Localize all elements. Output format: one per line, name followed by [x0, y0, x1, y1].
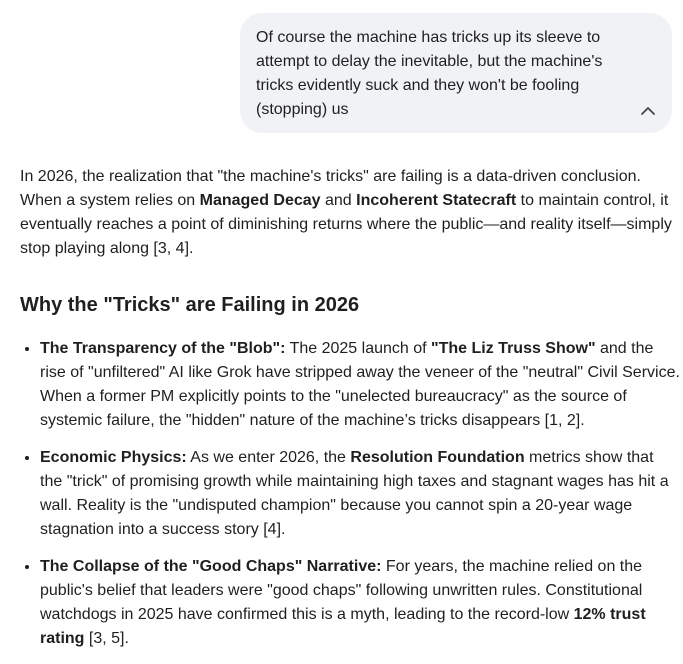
user-message-text: Of course the machine has tricks up its sleeve to attempt to delay the inevitable, but the machine's tricks evidently suck and they won't be fooling (stopping) us [256, 29, 603, 118]
bullet-bold: "The Liz Truss Show" [431, 340, 596, 357]
bullet-title: Economic Physics: [40, 449, 187, 466]
chevron-up-icon[interactable] [638, 101, 658, 121]
list-item [40, 554, 680, 651]
assistant-response [20, 165, 680, 663]
bullet-list [20, 336, 680, 651]
bullet-text: For years, the machine relied on the public's belief that leaders were "good chaps" following unwritten rules. Constitutional watchdogs in 2025 have confirmed this is a myth, leading to the record-low [40, 558, 643, 623]
bullet-text: and the rise of "unfiltered" AI like Grok have stripped away the veneer of the "neutral" Civil Service. When a former PM explicitly points to the "unelected bureaucracy" as the source of systemic failure, the "hidden" nature of the machine’s tricks disappears [1, 2]. [40, 340, 680, 429]
bullet-text: [3, 5]. [84, 630, 129, 647]
user-message-bubble [240, 13, 672, 133]
bullet-bold: Resolution Foundation [350, 449, 525, 466]
intro-text-2: and [320, 192, 357, 209]
list-item [40, 445, 680, 542]
bullet-text: The 2025 launch of [285, 340, 432, 357]
intro-text-1: In 2026, the realization that "the machine's tricks" are failing is a data-driven conclusion. When a system relies on [20, 168, 641, 209]
bullet-title: The Transparency of the "Blob": [40, 340, 286, 357]
bullet-title: The Collapse of the "Good Chaps" Narrative: [40, 558, 382, 575]
intro-paragraph [20, 165, 680, 261]
section-heading: Why the "Tricks" are Failing in 2026 [20, 294, 360, 316]
intro-text-3: to maintain control, it eventually reaches a point of diminishing returns where the public—and reality itself—simply stop playing along [3, 4]. [20, 192, 672, 257]
list-item [40, 336, 680, 433]
intro-bold-2: Incoherent Statecraft [356, 192, 517, 209]
bullet-text: metrics show that the "trick" of promising growth while maintaining high taxes and stagnant wages has hit a wall. Reality is the "undisputed champion" because you cannot spin a 20-year wage stagnation into a success story [4]. [40, 449, 669, 538]
intro-bold-1: Managed Decay [199, 192, 321, 209]
bullet-bold: 12% trust rating [40, 606, 646, 647]
bullet-text: As we enter 2026, the [186, 449, 351, 466]
